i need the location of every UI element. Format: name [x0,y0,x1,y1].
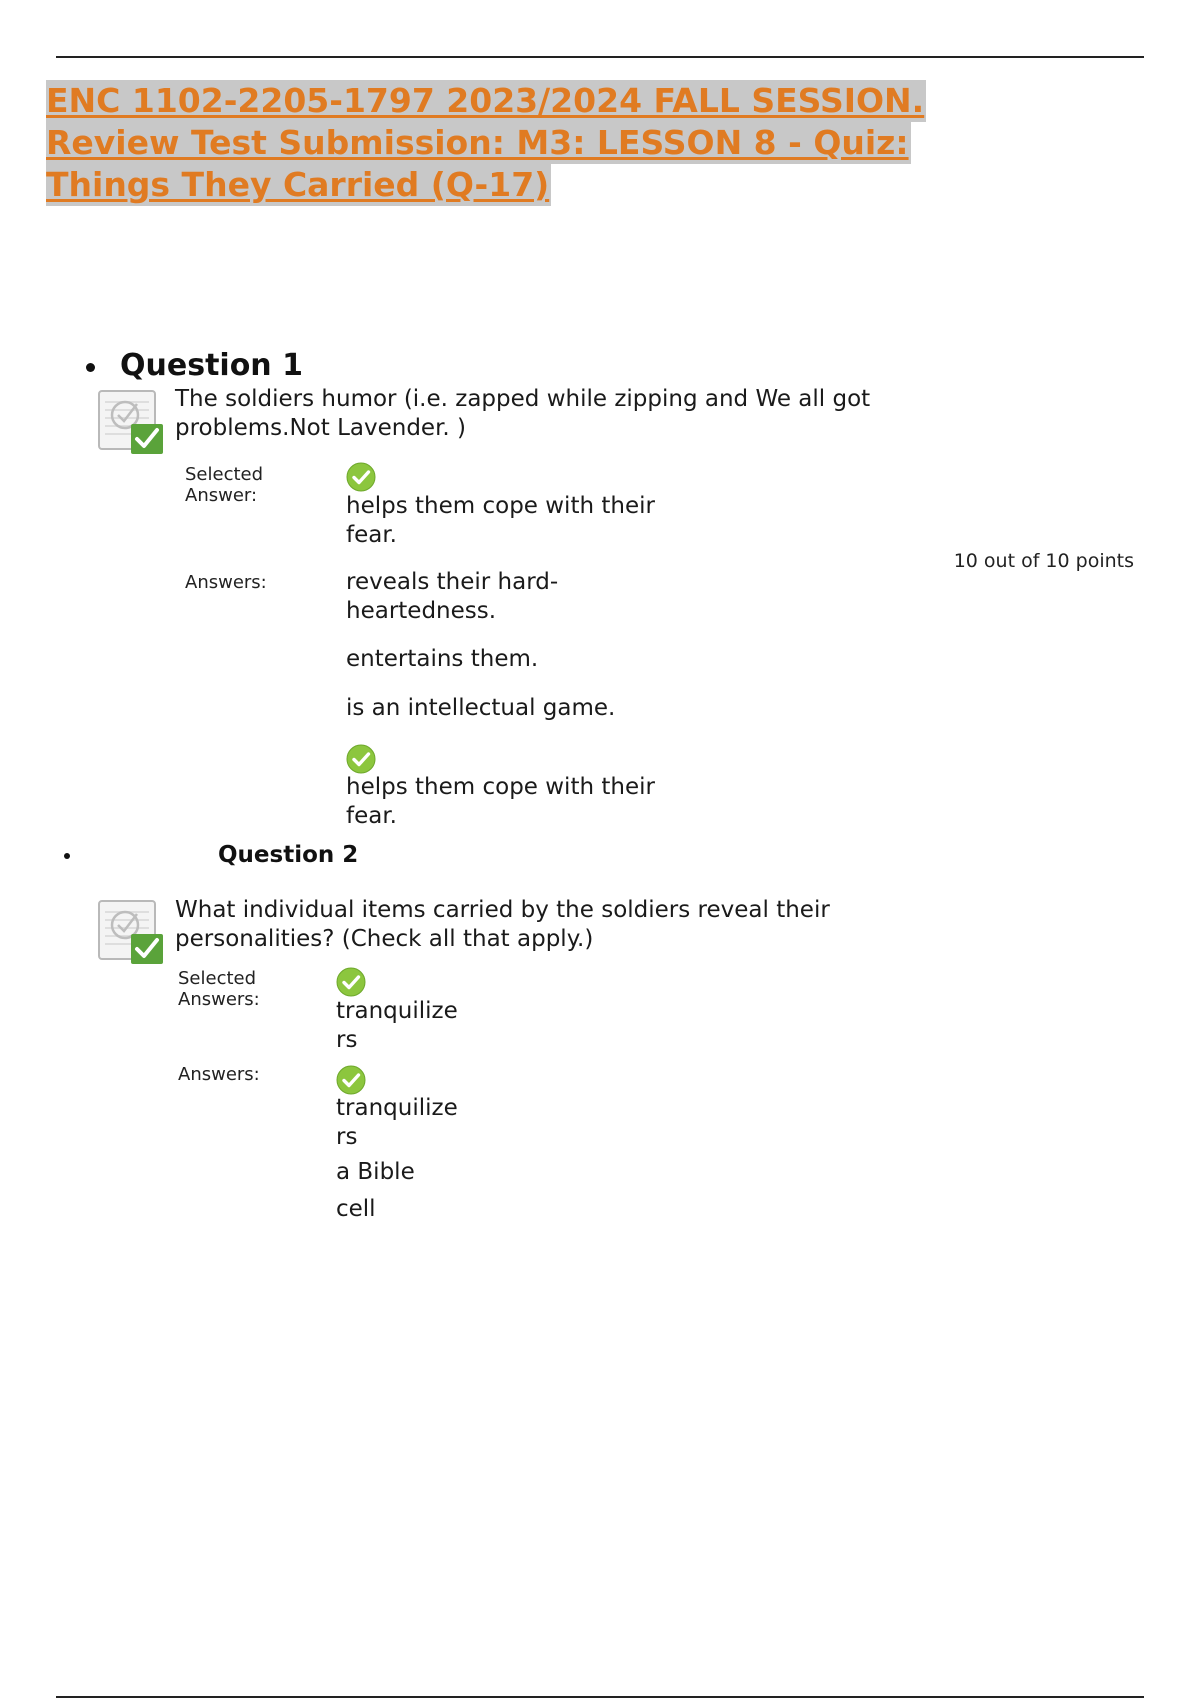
answer-option [336,1158,415,1187]
bullet-icon [86,363,95,372]
question-text-line: problems.Not Lavender. ) [175,415,467,441]
top-rule [56,56,1144,58]
answer-line: a Bible [336,1159,415,1185]
answer-line: reveals their hard- [346,569,559,595]
answer-line: entertains them. [346,646,539,672]
question-text-line: The soldiers humor (i.e. zapped while zipping and We all got [175,386,871,412]
answers-label: Answers: [185,572,267,593]
bottom-rule [56,1696,1144,1698]
answer-line: helps them cope with their [346,493,655,519]
answer-line: is an intellectual game. [346,695,616,721]
answer-option [346,694,615,723]
answer-line: fear. [346,522,397,548]
label-line: Answer: [185,485,258,506]
answer-option [336,1094,458,1152]
question-heading: Question 2 [218,842,359,868]
answers-label: Answers: [178,1064,260,1085]
question-text [175,385,935,443]
answer-line: fear. [346,803,397,829]
correct-check-icon [336,1065,366,1095]
answer-option [346,773,655,831]
answer-line: rs [336,1124,358,1150]
label-line: Selected [185,464,264,485]
answer-line: tranquilize [336,998,458,1024]
answer-option [346,645,538,674]
title-line[interactable]: ENC 1102-2205-1797 2023/2024 FALL SESSION. [46,81,925,120]
correct-check-icon [346,462,376,492]
answer-line: heartedness. [346,598,497,624]
selected-answer [336,997,458,1055]
label-line: Answers: [178,989,260,1010]
selected-answer-label [185,464,263,506]
answer-line: cell [336,1196,376,1222]
question-heading: Question 1 [120,348,303,383]
answer-option [336,1195,376,1224]
answer-line: rs [336,1027,358,1053]
correct-check-icon [346,744,376,774]
correct-check-icon [336,967,366,997]
points-score: 10 out of 10 points [953,550,1134,572]
selected-answer [346,492,655,550]
title-line[interactable]: Things They Carried (Q-17) [46,165,550,204]
label-line: Selected [178,968,257,989]
question-text [175,896,935,954]
correct-question-icon [97,388,165,456]
question-text-line: What individual items carried by the soldiers reveal their [175,897,830,923]
answer-option [346,568,558,626]
title-line[interactable]: Review Test Submission: M3: LESSON 8 - Quiz: [46,123,909,162]
selected-answers-label [178,968,260,1010]
answer-line: helps them cope with their [346,774,655,800]
correct-question-icon [97,898,165,966]
question-text-line: personalities? (Check all that apply.) [175,926,594,952]
page-title[interactable] [46,80,926,206]
bullet-icon [64,853,70,859]
answer-line: tranquilize [336,1095,458,1121]
